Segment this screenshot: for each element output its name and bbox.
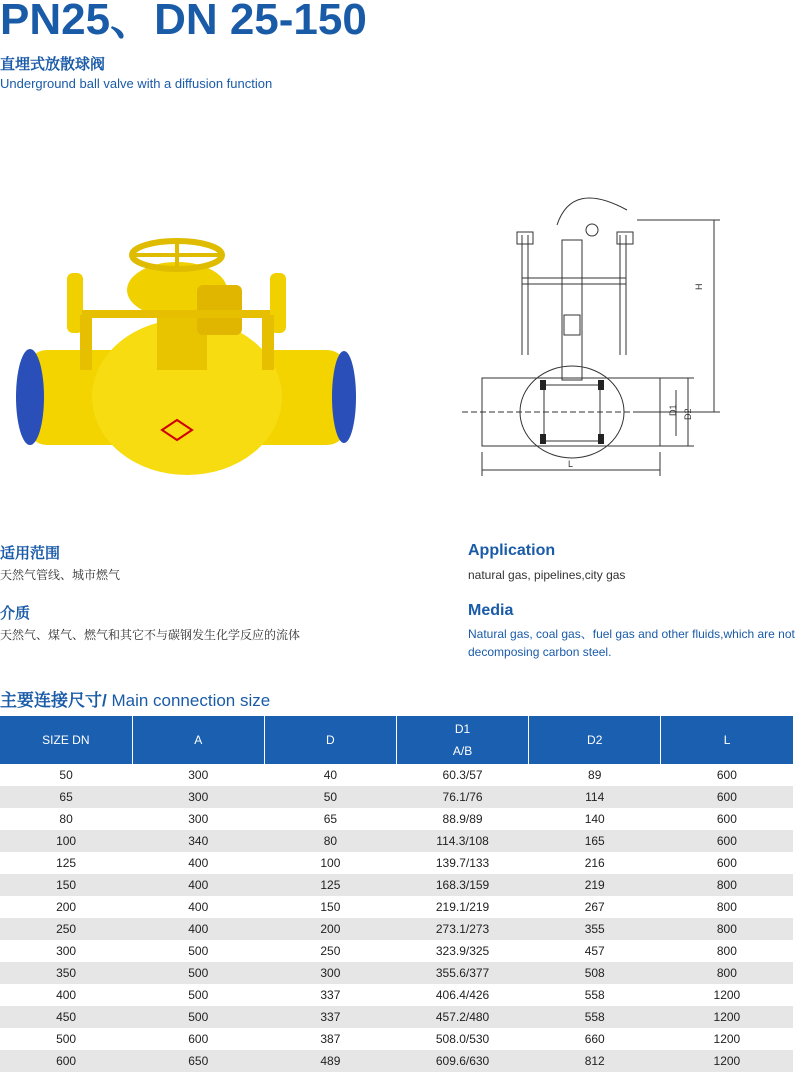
table-cell: 812: [529, 1050, 661, 1072]
table-row: [0, 962, 793, 984]
table-cell: 89: [529, 764, 661, 786]
dim-label-d1: D1: [668, 404, 678, 416]
media-text-en-line1: Natural gas, coal gas、fuel gas and other fluids,which are not: [468, 627, 795, 641]
header-d1-sub: A/B: [452, 744, 473, 758]
table-cell: 600: [661, 852, 793, 874]
header-a: A: [132, 716, 264, 764]
table-cell: 216: [529, 852, 661, 874]
table-cell: 140: [529, 808, 661, 830]
dim-label-h: H: [694, 283, 704, 290]
table-header-row: [0, 716, 793, 764]
table-row: [0, 1050, 793, 1072]
table-cell: 500: [132, 984, 264, 1006]
table-cell: 800: [661, 896, 793, 918]
table-row: [0, 808, 793, 830]
table-cell: 600: [132, 1028, 264, 1050]
table-cell: 300: [132, 786, 264, 808]
media-title-cn: 介质: [0, 605, 31, 622]
table-cell: 80: [0, 808, 132, 830]
subtitle-english: Underground ball valve with a diffusion function: [0, 76, 273, 91]
table-cell: 600: [661, 830, 793, 852]
table-cell: 400: [0, 984, 132, 1006]
table-row: [0, 940, 793, 962]
table-row: [0, 786, 793, 808]
table-cell: 139.7/133: [396, 852, 528, 874]
table-cell: 100: [264, 852, 396, 874]
table-cell: 250: [264, 940, 396, 962]
table-cell: 500: [0, 1028, 132, 1050]
table-cell: 125: [264, 874, 396, 896]
table-cell: 300: [132, 808, 264, 830]
table-cell: 650: [132, 1050, 264, 1072]
table-cell: 800: [661, 962, 793, 984]
table-cell: 323.9/325: [396, 940, 528, 962]
table-cell: 1200: [661, 984, 793, 1006]
table-row: [0, 1028, 793, 1050]
header-d1: [396, 716, 528, 764]
table-cell: 1200: [661, 1006, 793, 1028]
table-title-cn: 主要连接尺寸/: [0, 691, 107, 710]
table-row: [0, 764, 793, 786]
table-cell: 457.2/480: [396, 1006, 528, 1028]
table-cell: 350: [0, 962, 132, 984]
table-row: [0, 984, 793, 1006]
table-cell: 800: [661, 918, 793, 940]
table-cell: 800: [661, 940, 793, 962]
page-title: PN25、DN 25-150: [0, 0, 367, 44]
media-title-en: Media: [468, 602, 514, 619]
table-cell: 400: [132, 918, 264, 940]
table-cell: 50: [0, 764, 132, 786]
table-cell: 600: [661, 786, 793, 808]
table-cell: 125: [0, 852, 132, 874]
valve-dimension-drawing: [462, 180, 730, 480]
table-cell: 600: [661, 808, 793, 830]
table-cell: 406.4/426: [396, 984, 528, 1006]
table-cell: 65: [0, 786, 132, 808]
table-row: [0, 1006, 793, 1028]
table-cell: 114.3/108: [396, 830, 528, 852]
table-cell: 1200: [661, 1028, 793, 1050]
table-cell: 150: [264, 896, 396, 918]
table-cell: 558: [529, 984, 661, 1006]
table-cell: 219: [529, 874, 661, 896]
header-d1-label: D1: [454, 722, 471, 736]
table-row: [0, 896, 793, 918]
table-cell: 400: [132, 852, 264, 874]
table-cell: 337: [264, 1006, 396, 1028]
table-cell: 1200: [661, 1050, 793, 1072]
table-cell: 660: [529, 1028, 661, 1050]
table-cell: 60.3/57: [396, 764, 528, 786]
media-text-en-line2: decomposing carbon steel.: [468, 645, 612, 659]
valve-photo: [12, 225, 362, 485]
table-cell: 337: [264, 984, 396, 1006]
application-text-cn: 天然气管线、城市燃气: [0, 568, 121, 582]
table-row: [0, 852, 793, 874]
table-row: [0, 830, 793, 852]
table-cell: 273.1/273: [396, 918, 528, 940]
table-cell: 500: [132, 1006, 264, 1028]
table-cell: 800: [661, 874, 793, 896]
table-cell: 450: [0, 1006, 132, 1028]
table-cell: 165: [529, 830, 661, 852]
header-l: L: [661, 716, 793, 764]
table-cell: 76.1/76: [396, 786, 528, 808]
header-d: D: [264, 716, 396, 764]
table-cell: 609.6/630: [396, 1050, 528, 1072]
table-cell: 300: [0, 940, 132, 962]
table-title: [0, 686, 270, 711]
table-cell: 489: [264, 1050, 396, 1072]
header-d2: D2: [529, 716, 661, 764]
application-title-cn: 适用范围: [0, 545, 61, 562]
table-cell: 200: [0, 896, 132, 918]
application-text-en: natural gas, pipelines,city gas: [468, 568, 626, 582]
table-cell: 500: [132, 962, 264, 984]
table-cell: 340: [132, 830, 264, 852]
table-cell: 300: [132, 764, 264, 786]
table-cell: 267: [529, 896, 661, 918]
table-cell: 457: [529, 940, 661, 962]
table-cell: 355.6/377: [396, 962, 528, 984]
table-cell: 600: [0, 1050, 132, 1072]
table-cell: 300: [264, 962, 396, 984]
header-size: SIZE DN: [0, 716, 132, 764]
table-cell: 508: [529, 962, 661, 984]
media-text-cn: 天然气、煤气、燃气和其它不与碳钢发生化学反应的流体: [0, 628, 301, 642]
dim-label-d2: D2: [683, 408, 693, 420]
table-cell: 88.9/89: [396, 808, 528, 830]
table-row: [0, 874, 793, 896]
table-row: [0, 918, 793, 940]
table-cell: 355: [529, 918, 661, 940]
table-cell: 387: [264, 1028, 396, 1050]
table-cell: 400: [132, 874, 264, 896]
table-cell: 200: [264, 918, 396, 940]
table-cell: 219.1/219: [396, 896, 528, 918]
dim-label-l: L: [568, 459, 574, 469]
table-cell: 50: [264, 786, 396, 808]
table-cell: 114: [529, 786, 661, 808]
table-cell: 500: [132, 940, 264, 962]
table-cell: 250: [0, 918, 132, 940]
table-cell: 508.0/530: [396, 1028, 528, 1050]
table-cell: 150: [0, 874, 132, 896]
table-cell: 40: [264, 764, 396, 786]
table-cell: 558: [529, 1006, 661, 1028]
table-title-en: Main connection size: [106, 691, 271, 710]
connection-size-table: [0, 716, 793, 1072]
application-title-en: Application: [468, 542, 556, 559]
table-cell: 168.3/159: [396, 874, 528, 896]
table-cell: 400: [132, 896, 264, 918]
subtitle-chinese: 直埋式放散球阀: [0, 56, 106, 73]
table-cell: 65: [264, 808, 396, 830]
table-cell: 100: [0, 830, 132, 852]
table-cell: 80: [264, 830, 396, 852]
table-cell: 600: [661, 764, 793, 786]
